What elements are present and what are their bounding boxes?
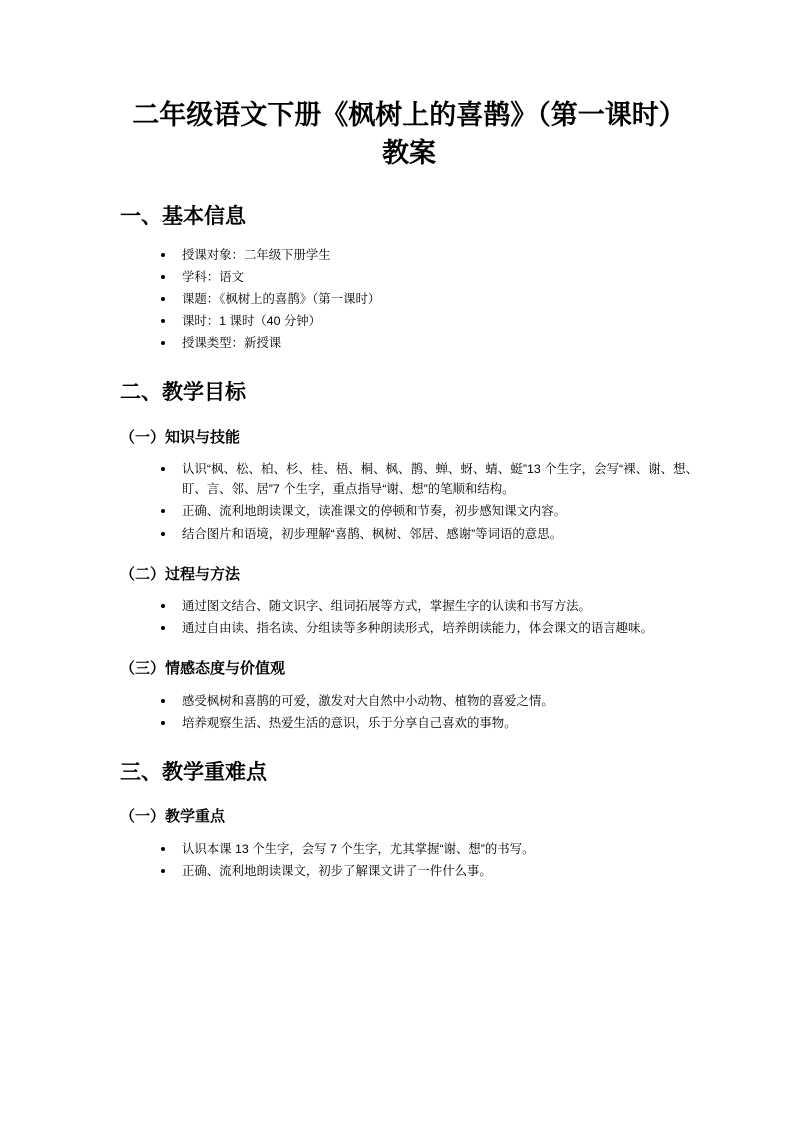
list-item: • 结合图片和语境，初步理解“喜鹊、枫树、邻居、感谢”等词语的意思。 — [176, 523, 698, 544]
list-item: • 授课类型：新授课 — [176, 332, 698, 353]
section-heading-key-difficult-points: 三、教学重难点 — [120, 759, 267, 784]
emotion-attitude-values-list — [120, 690, 698, 733]
list-item: • 通过自由读、指名读、分组读等多种朗读形式，培养朗读能力，体会课文的语言趣味。 — [176, 617, 698, 638]
list-item: • 感受枫树和喜鹊的可爱，激发对大自然中小动物、植物的喜爱之情。 — [176, 690, 698, 711]
list-item: • 课题：《枫树上的喜鹊》（第一课时） — [176, 288, 698, 309]
list-item: • 课时：1 课时（40 分钟） — [176, 310, 698, 331]
list-item: • 学科：语文 — [176, 266, 698, 287]
sub-heading-emotion-attitude-values: （三）情感态度与价值观 — [120, 661, 286, 678]
section-heading-teaching-goals: 二、教学目标 — [120, 380, 246, 405]
list-item: • 正确、流利地朗读课文，初步了解课文讲了一件什么事。 — [176, 860, 698, 881]
sub-heading-knowledge-skills: （一）知识与技能 — [120, 429, 241, 446]
list-item: • 认识“枫、松、柏、杉、桂、梧、桐、枫、鹊、蝉、蚜、蜻、蜓”13 个生字，会写“裸、谢、想、盯、言、邻、居”7 个生字，重点指导“谢、想”的笔顺和结构。 — [176, 458, 698, 499]
list-item: • 授课对象：二年级下册学生 — [176, 244, 698, 265]
knowledge-skills-list — [120, 458, 698, 543]
sub-heading-process-method: （二）过程与方法 — [120, 566, 241, 583]
process-method-list — [120, 595, 698, 638]
page-title: 二年级语文下册《枫树上的喜鹊》（第一课时）教案 — [132, 100, 686, 169]
teaching-focus-list — [120, 838, 698, 881]
list-item: • 通过图文结合、随文识字、组词拓展等方式，掌握生字的认读和书写方法。 — [176, 595, 698, 616]
basic-info-list — [120, 244, 698, 353]
list-item: • 培养观察生活、热爱生活的意识，乐于分享自己喜欢的事物。 — [176, 712, 698, 733]
sub-heading-teaching-focus: （一）教学重点 — [120, 809, 226, 826]
list-item: • 认识本课 13 个生字，会写 7 个生字，尤其掌握“谢、想”的书写。 — [176, 838, 698, 859]
section-heading-basic-info: 一、基本信息 — [120, 203, 246, 228]
list-item: • 正确、流利地朗读课文，读准课文的停顿和节奏，初步感知课文内容。 — [176, 500, 698, 521]
